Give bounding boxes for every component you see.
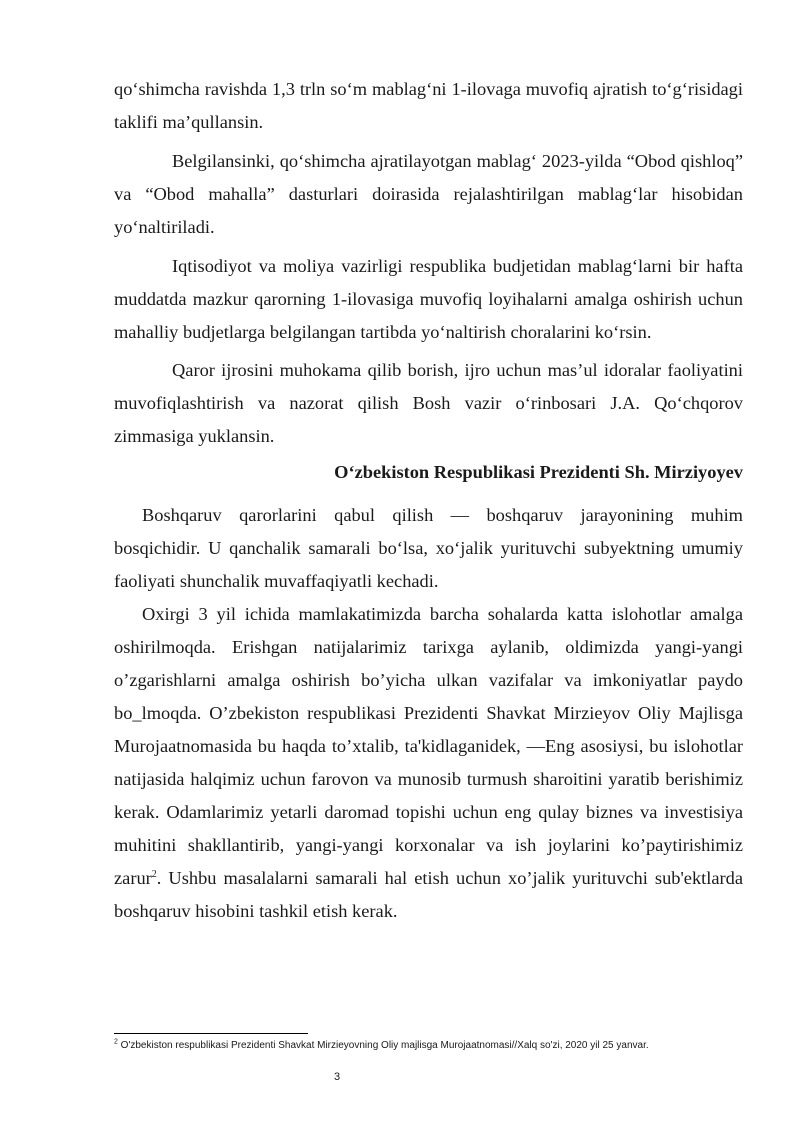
- footnote-reference[interactable]: 2: [151, 868, 157, 880]
- paragraph-ministry-instruction: [114, 250, 743, 349]
- paragraph-text: Boshqaruv qarorlarini qabul qilish — boshqaruv jarayonining muhim bosqichidir. U qanchalik samarali bo‘lsa, xo‘jalik yurituvchi subyektning umumiy faoliyati shunchalik muvaffaqiyatli kechadi.: [114, 505, 743, 591]
- paragraph-text: Qaror ijrosini muhokama qilib borish, ijro uchun mas’ul idoralar faoliyatini muvofiqlashtirish va nazorat qilish Bosh vazir o‘rinbosari J.A. Qo‘chqorov zimmasiga yuklansin.: [114, 360, 743, 446]
- page-number: 3: [333, 1071, 341, 1083]
- paragraph-text: Iqtisodiyot va moliya vazirligi respublika budjetidan mablag‘larni bir hafta muddatda mazkur qarorning 1-ilovasiga muvofiq loyihalarni amalga oshirish uchun mahalliy budjetlarga belgilangan tartibda yo‘naltirish choralarini ko‘rsin.: [114, 256, 743, 342]
- paragraph-execution-control: [114, 354, 743, 453]
- paragraph-text: Belgilansinki, qo‘shimcha ajratilayotgan mablag‘ 2023-yilda “Obod qishloq” va “Obod mahalla” dasturlari doirasida rejalashtirilgan mablag‘lar hisobidan yo‘naltiriladi.: [114, 151, 743, 237]
- paragraph-reforms: [114, 598, 743, 928]
- footnote-marker: 2: [114, 1038, 118, 1046]
- footnote-text: O'zbekiston respublikasi Prezidenti Shavkat Mirzieyovning Oliy majlisga Murojaatnomasi//Xalq so'zi, 2020 yil 25 yanvar.: [117, 1040, 649, 1051]
- paragraph-management-decisions: [114, 499, 743, 598]
- president-signature: O‘zbekiston Respublikasi Prezidenti Sh. Mirziyoyev: [334, 462, 743, 482]
- paragraph-funding-source: [114, 145, 743, 244]
- paragraph-text-after-note: . Ushbu masalalarni samarali hal etish uchun xo’jalik yurituvchi sub'ektlarda boshqaruv hisobini tashkil etish kerak.: [114, 868, 743, 921]
- paragraph-text-before-note: Oxirgi 3 yil ichida mamlakatimizda barcha sohalarda katta islohotlar amalga oshirilmoqda. Erishgan natijalarimiz tarixga aylanib, oldimizda yangi-yangi o’zgarishlarni amalga oshirish bo’yicha ulkan vazifalar va imkoniyatlar paydo bo_lmoqda. O’zbekiston respublikasi Prezidenti Shavkat Mirzieyov Oliy Majlisga Murojaatnomasida bu haqda to’xtalib, ta'kidlaganidek, —Eng asosiysi, bu islohotlar natijasida halqimiz uchun farovon va munosib turmush sharoitini yaratib berishimiz kerak. Odamlarimiz yetarli daromad topishi uchun eng qulay biznes va investisiya muhitini shakllantirib, yangi-yangi korxonalar va ish joylarini ko’paytirishimiz zarur: [114, 604, 743, 888]
- paragraph-text: qo‘shimcha ravishda 1,3 trln so‘m mablag‘ni 1-ilovaga muvofiq ajratish to‘g‘risidagi taklifi ma’qullansin.: [114, 79, 743, 132]
- paragraph-text: [114, 598, 743, 928]
- footnote-separator: [114, 1033, 308, 1034]
- paragraph-continuation: [114, 73, 743, 139]
- footnote: [114, 1039, 754, 1053]
